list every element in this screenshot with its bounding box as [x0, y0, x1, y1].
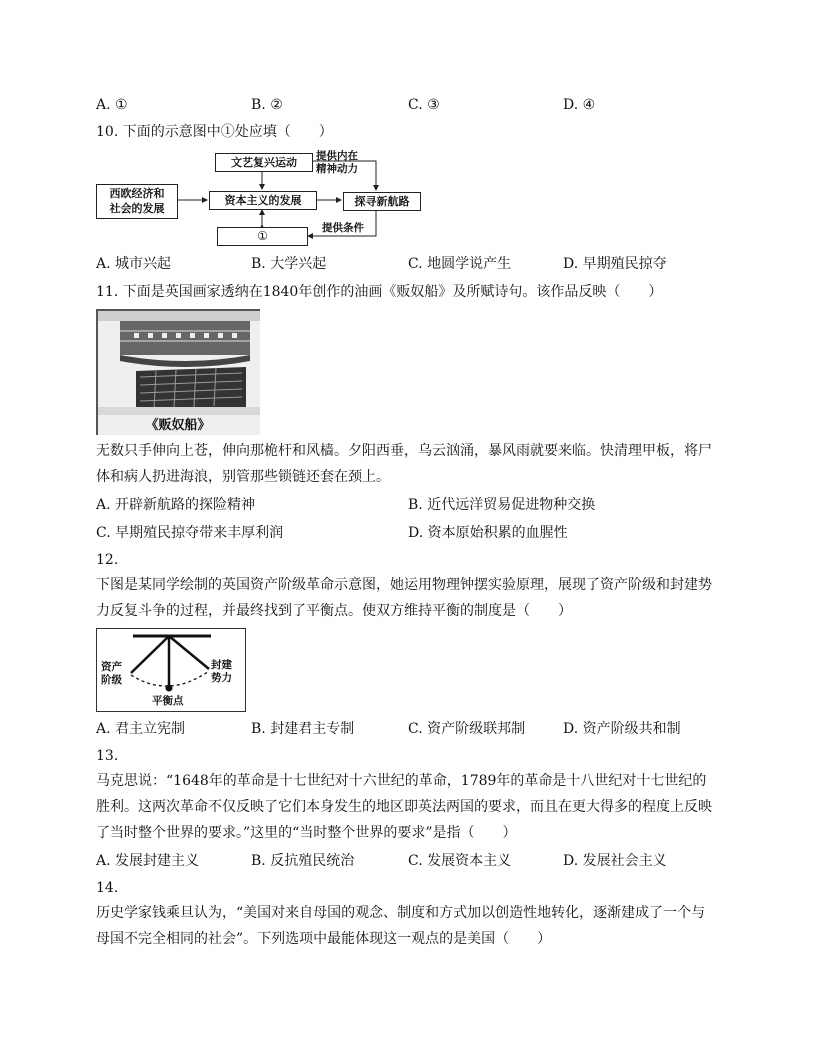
q10-diagram [96, 148, 426, 250]
balance-point-label: 平衡点 [152, 695, 184, 707]
bourgeoisie-label-line-1: 资产 [101, 661, 122, 673]
q12-option-c: C. 资产阶级联邦制 [408, 721, 526, 737]
west-europe-line-2: 社会的发展 [109, 202, 165, 215]
q12-option-a: A. 君主立宪制 [96, 721, 186, 737]
q10-option-a: A. 城市兴起 [96, 256, 172, 272]
feudal-label [211, 659, 232, 685]
spirit-label [316, 150, 358, 176]
feudal-label-line-1: 封建 [211, 659, 232, 671]
q12-number: 12. [96, 552, 119, 568]
capitalism-box: 资本主义的发展 [209, 191, 317, 210]
q14-number: 14. [96, 880, 119, 896]
painting-caption: 《贩奴船》 [145, 418, 211, 433]
q10-option-b: B. 大学兴起 [251, 256, 327, 272]
q9-option-a: A. ① [96, 97, 128, 113]
q11-option-d: D. 资本原始积累的血腥性 [408, 525, 568, 541]
condition-label: 提供条件 [322, 222, 364, 234]
spirit-label-line-2: 精神动力 [316, 163, 358, 175]
q13-stem: 马克思说：“1648年的革命是十七世纪对十六世纪的革命，1789年的革命是十八世纪对十七世纪的胜利。这两次革命不仅反映了它们本身发生的地区即英法两国的要求，而且在更大得多的程度上反映了当时整个世界的要求。”这里的“当时整个世界的要求”是指（ ） [96, 773, 712, 841]
new-route-box: 探寻新航路 [343, 192, 421, 211]
q9-option-c: C. ③ [408, 97, 440, 113]
q13-option-d: D. 发展社会主义 [563, 853, 667, 869]
q11-stem: 11. 下面是英国画家透纳在1840年创作的油画《贩奴船》及所赋诗句。该作品反映（ ） [96, 284, 663, 300]
blank-box: ① [217, 227, 308, 246]
q12-stem: 下图是某同学绘制的英国资产阶级革命示意图，她运用物理钟摆实验原理，展现了资产阶级和封建势力反复斗争的过程，并最终找到了平衡点。使双方维持平衡的制度是（ ） [96, 577, 712, 619]
q10-option-d: D. 早期殖民掠夺 [563, 256, 667, 272]
q13-option-a: A. 发展封建主义 [96, 853, 200, 869]
renaissance-box: 文艺复兴运动 [215, 153, 313, 172]
q9-option-b: B. ② [251, 97, 283, 113]
bourgeoisie-label [101, 661, 122, 687]
q11-option-c: C. 早期殖民掠夺带来丰厚利润 [96, 525, 284, 541]
q13-option-b: B. 反抗殖民统治 [251, 853, 355, 869]
bourgeoisie-label-line-2: 阶级 [101, 674, 122, 686]
q10-stem: 10. 下面的示意图中①处应填（ ） [96, 124, 333, 140]
q13-option-c: C. 发展资本主义 [408, 853, 512, 869]
q13-number: 13. [96, 748, 119, 764]
pendulum-diagram [96, 628, 246, 712]
west-europe-box [96, 184, 178, 219]
q11-option-b: B. 近代远洋贸易促进物种交换 [408, 497, 596, 513]
q9-option-d: D. ④ [563, 97, 596, 113]
q10-option-c: C. 地圆学说产生 [408, 256, 512, 272]
q12-option-b: B. 封建君主专制 [251, 721, 355, 737]
feudal-label-line-2: 势力 [211, 672, 232, 684]
west-europe-line-1: 西欧经济和 [109, 187, 165, 200]
q12-option-d: D. 资产阶级共和制 [563, 721, 681, 737]
spirit-label-line-1: 提供内在 [316, 150, 358, 162]
q14-stem: 历史学家钱乘旦认为，“美国对来自母国的观念、制度和方式加以创造性地转化，逐渐建成了一个与母国不完全相同的社会”。下列选项中最能体现这一观点的是美国（ ） [96, 905, 706, 947]
q11-option-a: A. 开辟新航路的探险精神 [96, 497, 256, 513]
slave-ship-painting [96, 309, 260, 435]
q11-poem: 无数只手伸向上苍，伸向那桅杆和风樯。夕阳西垂，乌云汹涌，暴风雨就要来临。快清理甲板，将尸体和病人扔进海浪，别管那些锁链还套在颈上。 [96, 443, 712, 485]
